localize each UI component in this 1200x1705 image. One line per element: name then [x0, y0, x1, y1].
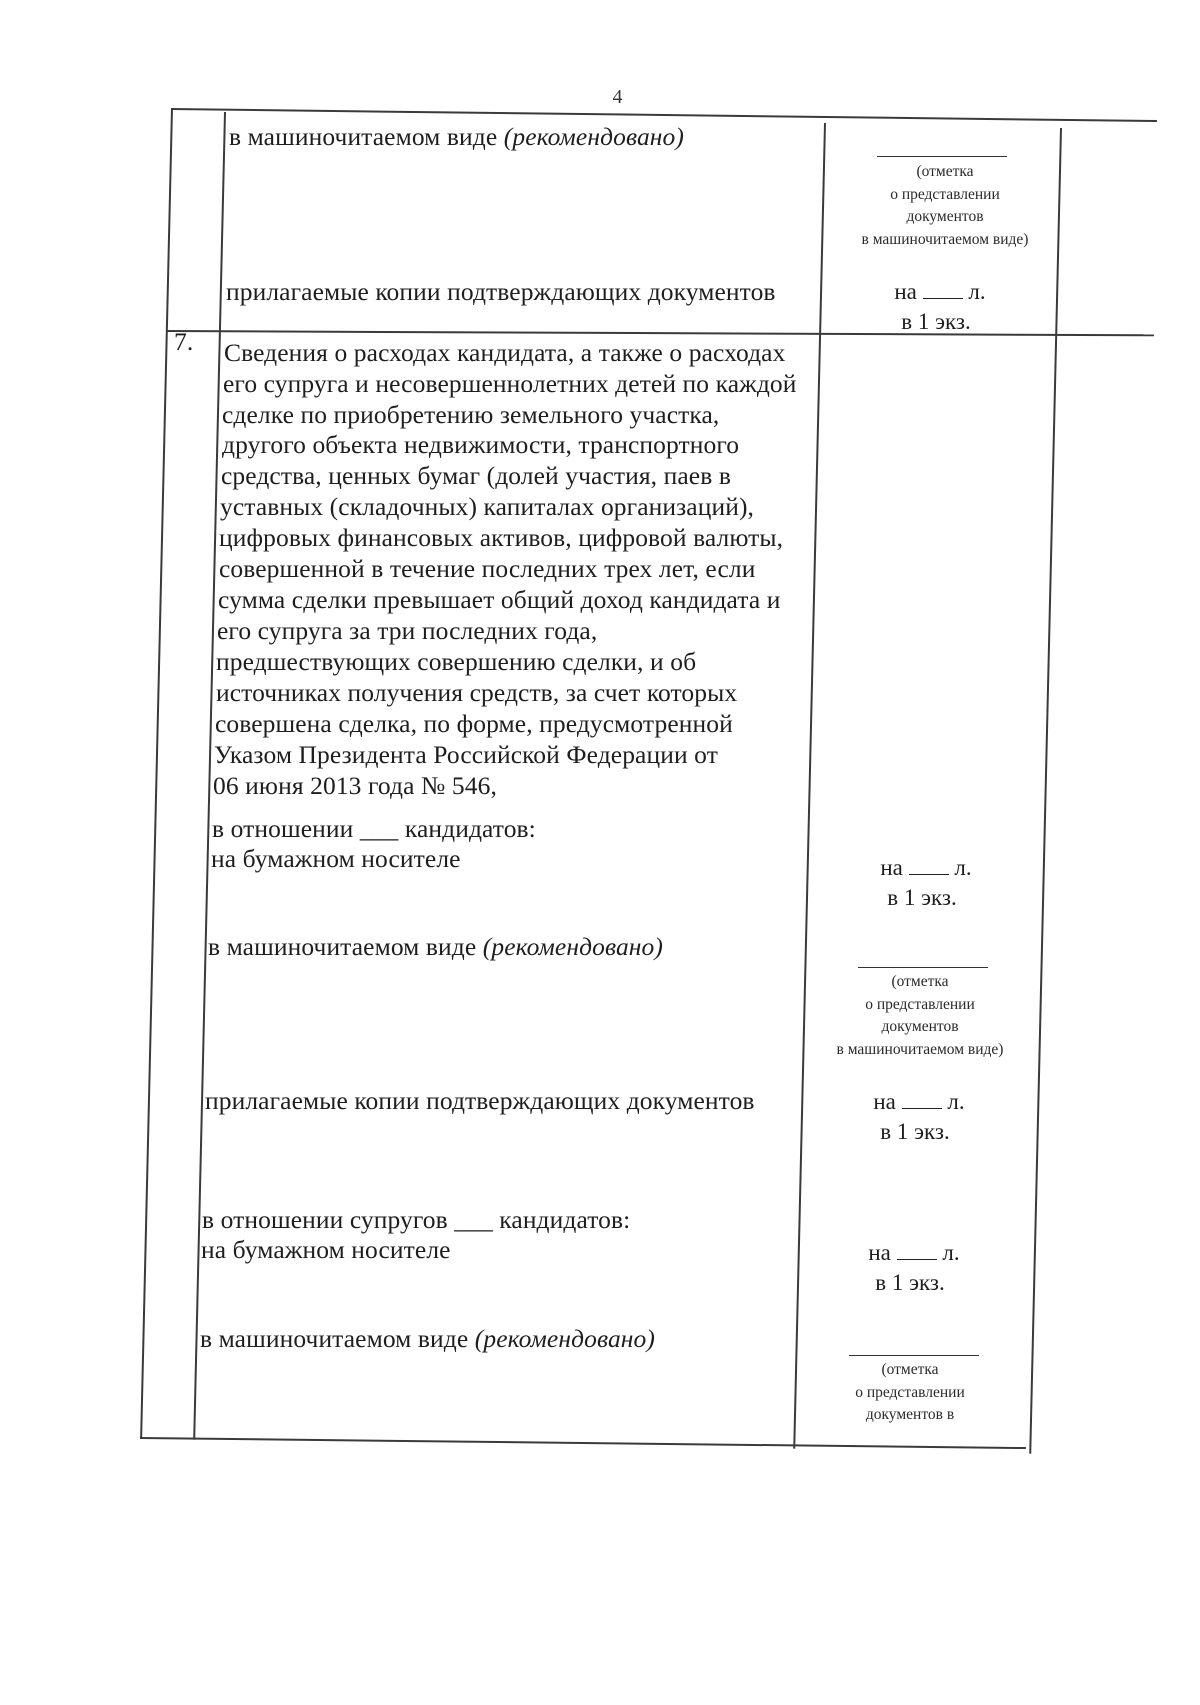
row6-sheets-prefix: на	[894, 279, 917, 304]
page-number: 4	[612, 86, 623, 108]
row7-attached-sheets	[819, 1086, 1019, 1118]
row7-sheets-blank	[909, 860, 949, 875]
row7-number: 7.	[174, 327, 194, 356]
row7-paper2: на бумажном носителе	[201, 1235, 451, 1264]
row7-paragraph-line: сделке по приобретению земельного участка,	[222, 400, 720, 429]
row7-machine-readable2	[200, 1322, 655, 1355]
number-column-left-border	[140, 108, 173, 1438]
row7-machine-readable	[208, 930, 663, 963]
row7-paragraph-line: Указом Президента Российской Федерации от	[214, 740, 718, 769]
row7-paragraph-line: предшествующих совершению сделки, и об	[216, 647, 697, 676]
row7-spouses-copies: в 1 экз.	[875, 1270, 945, 1295]
row7-recommended2: (рекомендовано)	[474, 1324, 655, 1353]
row7-attached-sheets-prefix: на	[873, 1089, 896, 1114]
row7-mark-note-line: документов	[881, 1018, 959, 1035]
row6-mark-note	[835, 161, 1055, 251]
row7-mark-note-partial	[800, 1359, 1020, 1427]
row7-spouses-line: в отношении супругов ___ кандидатов:	[202, 1205, 631, 1234]
row7-mark-note-line: в машиночитаемом виде)	[836, 1040, 1004, 1058]
row7-mark-note-partial-line: о представлении	[855, 1383, 965, 1401]
row7-paragraph-line: совершена сделка, по форме, предусмотренной	[215, 709, 733, 738]
row6-sheets-count	[840, 276, 1040, 308]
row7-paragraph-line: средства, ценных бумаг (долей участия, паев в	[221, 461, 731, 490]
row7-attached-copies-count: в 1 экз.	[880, 1119, 950, 1144]
row6-mark-note-line: в машиночитаемом виде)	[861, 230, 1029, 248]
row7-paragraph-line: его супруга за три последних года,	[217, 616, 598, 645]
row7-sheets-suffix: л.	[954, 855, 972, 880]
row7-paragraph-line: источниках получения средств, за счет которых	[216, 678, 738, 707]
row6-mark-signature-line	[877, 156, 1007, 157]
row7-spouses-sheets	[814, 1237, 1014, 1269]
row7-mark-note-line: о представлении	[865, 995, 975, 1013]
row6-machine-readable	[229, 120, 684, 153]
row7-paragraph-line: сумма сделки превышает общий доход кандидата и	[218, 585, 781, 614]
row7-paragraph-line: уставных (складочных) капиталах организаций),	[220, 492, 755, 521]
row7-paper-copies: в 1 экз.	[887, 885, 957, 910]
row7-paragraph-line: его супруга и несовершеннолетних детей по каждой	[223, 369, 797, 398]
row7-sheets-prefix: на	[880, 855, 903, 880]
row7-paragraph-line: совершенной в течение последних трех лет, если	[219, 554, 756, 583]
row7-mark-note-line: (отметка	[891, 973, 949, 990]
row6-sheets-blank	[923, 284, 963, 299]
row7-spouses-sheets-suffix: л.	[942, 1240, 960, 1265]
row7-attached-copies: прилагаемые копии подтверждающих документов	[205, 1086, 755, 1115]
row6-sheets-suffix: л.	[968, 279, 986, 304]
row7-candidates-line: в отношении ___ кандидатов:	[212, 814, 536, 843]
row7-mark-signature-line	[858, 967, 988, 968]
row6-mark-note-line: о представлении	[890, 185, 1000, 203]
row7-machine-readable-text: в машиночитаемом виде	[208, 932, 477, 961]
row6-mark-note-line: документов	[906, 208, 984, 225]
row6-mark-note-line: (отметка	[916, 163, 974, 180]
row7-mark-note-partial-line: (отметка	[881, 1361, 939, 1378]
row7-recommended: (рекомендовано)	[482, 932, 663, 961]
row7-mark-note	[810, 971, 1030, 1061]
row7-machine-readable2-text: в машиночитаемом виде	[200, 1324, 469, 1353]
row6-machine-readable-text: в машиночитаемом виде	[229, 122, 498, 151]
row7-paragraph-line: цифровых финансовых активов, цифровой валюты,	[219, 523, 784, 552]
row7-paragraph-line: Сведения о расходах кандидата, а также о расходах	[224, 338, 786, 367]
row7-spouses-sheets-blank	[897, 1245, 937, 1260]
row7-mark-note-partial-line: документов в	[865, 1406, 955, 1423]
table-bottom-border	[140, 1437, 1026, 1449]
row7-paper: на бумажном носителе	[211, 844, 461, 873]
row6-recommended: (рекомендовано)	[503, 122, 684, 151]
row6-attached-copies: прилагаемые копии подтверждающих документов	[226, 277, 776, 306]
row7-attached-sheets-blank	[902, 1094, 942, 1109]
row7-paper-sheets	[826, 852, 1026, 884]
row7-paragraph-line: 06 июня 2013 года № 546,	[213, 771, 497, 800]
row6-copies: в 1 экз.	[901, 309, 971, 334]
row7-mark2-signature-line	[849, 1355, 979, 1356]
row7-spouses-sheets-prefix: на	[868, 1240, 891, 1265]
row7-paragraph-line: другого объекта недвижимости, транспортного	[222, 430, 740, 459]
row7-attached-sheets-suffix: л.	[947, 1089, 965, 1114]
